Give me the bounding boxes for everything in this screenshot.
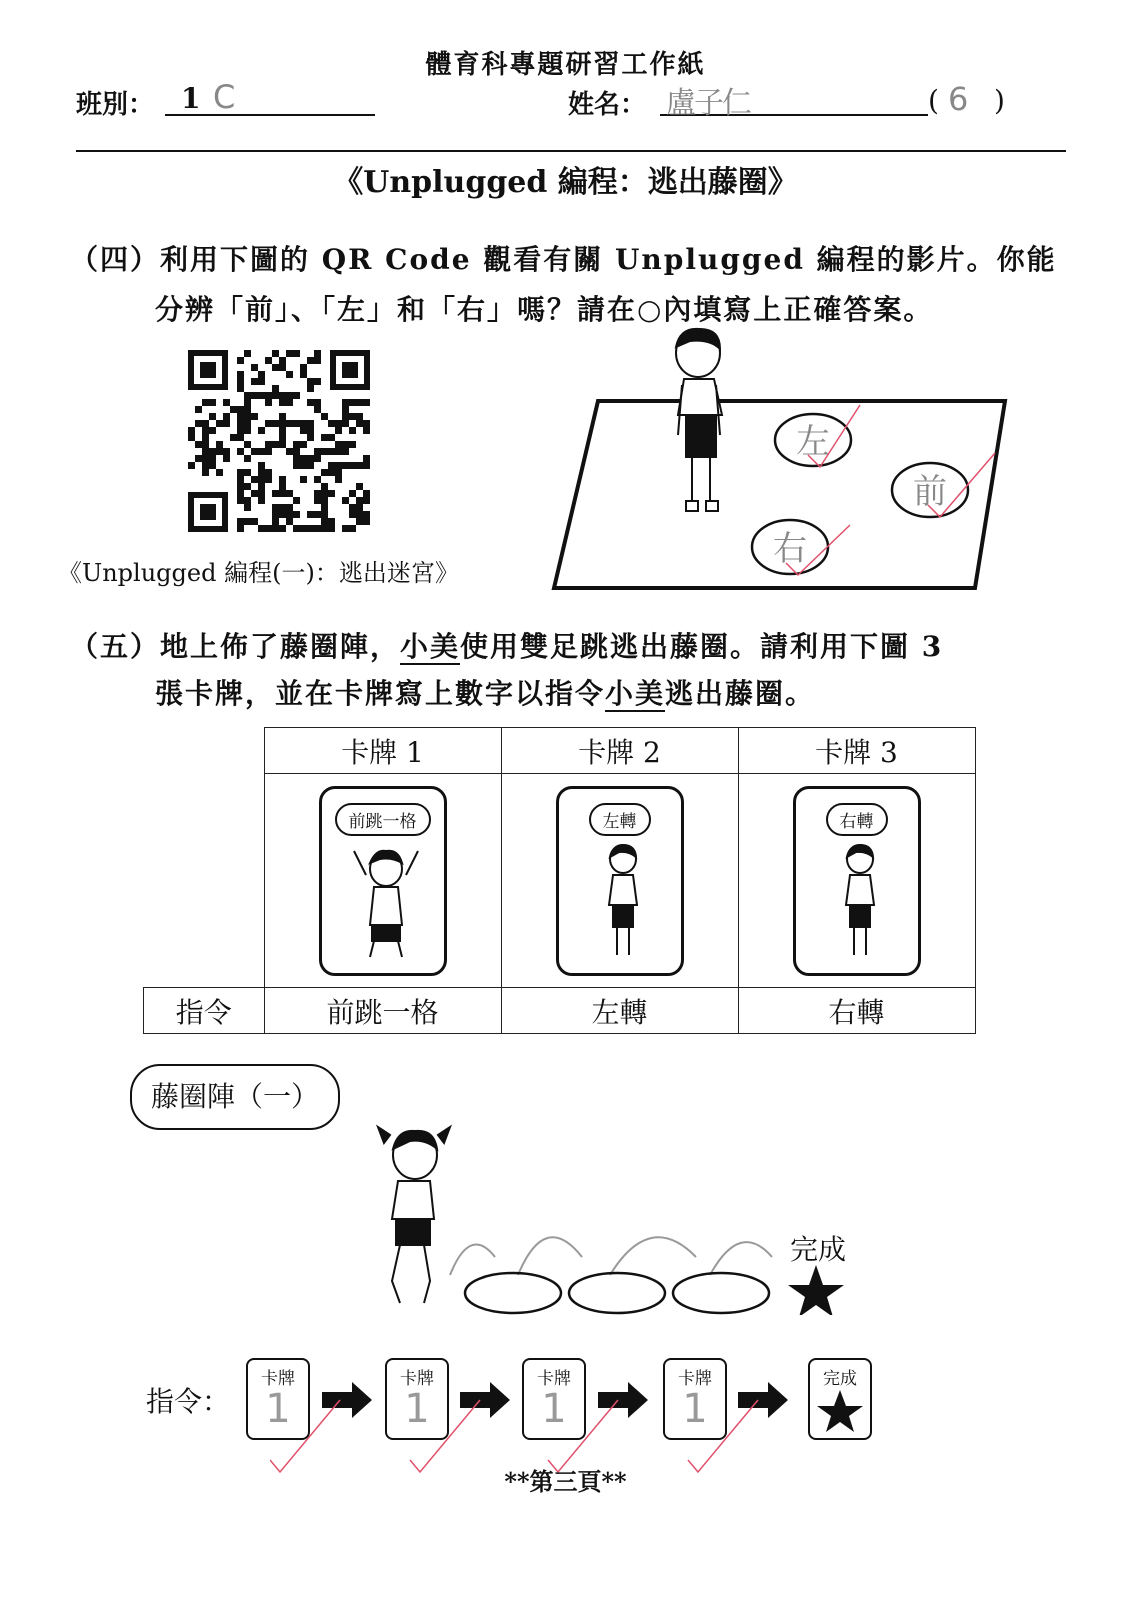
name-handwritten: 盧子仁 bbox=[666, 86, 750, 121]
finish-card-star-icon bbox=[816, 1388, 864, 1434]
sequence-card-4-title: 卡牌 bbox=[678, 1369, 712, 1389]
page-footer: **第三頁** bbox=[504, 1467, 627, 1496]
boy-figure bbox=[676, 329, 722, 511]
card-3-cell bbox=[738, 774, 975, 988]
jump-arrows bbox=[450, 1237, 772, 1275]
section-subtitle: 《Unplugged 編程：逃出藤圈》 bbox=[333, 165, 798, 200]
sequence-card-2-value: 1 bbox=[404, 1386, 430, 1432]
answer-front: 前 bbox=[913, 472, 947, 512]
q5-line1-a: （五）地上佈了藤圈陣， bbox=[70, 630, 401, 663]
name-field[interactable] bbox=[660, 80, 928, 121]
ring-1 bbox=[465, 1273, 561, 1313]
command-3: 右轉 bbox=[738, 988, 975, 1034]
boy-turn-left-icon bbox=[593, 843, 653, 973]
card-3 bbox=[793, 786, 921, 976]
answer-right-circle[interactable] bbox=[752, 520, 828, 574]
class-field[interactable] bbox=[165, 80, 375, 116]
direction-diagram bbox=[550, 325, 1010, 595]
boy-turn-right-icon bbox=[830, 843, 890, 973]
answer-left: 左 bbox=[796, 422, 830, 462]
sequence-card-3-title: 卡牌 bbox=[537, 1369, 571, 1389]
sequence-card-1-title: 卡牌 bbox=[261, 1369, 295, 1389]
girl-jumping-icon bbox=[346, 845, 426, 965]
header-rule bbox=[76, 150, 1066, 152]
answer-left-circle[interactable] bbox=[775, 414, 851, 466]
q5-name-2: 小美 bbox=[605, 677, 666, 710]
sequence-finish-card bbox=[808, 1358, 872, 1440]
card-header-3: 卡牌 3 bbox=[738, 728, 975, 774]
answer-right: 右 bbox=[773, 529, 807, 569]
qr-code[interactable] bbox=[188, 350, 370, 532]
card-1 bbox=[319, 786, 447, 976]
card-1-bubble: 前跳一格 bbox=[335, 803, 431, 836]
sequence-card-1-value: 1 bbox=[265, 1386, 291, 1432]
worksheet-title: 體育科專題研習工作紙 bbox=[425, 50, 706, 80]
q5-line2-a: 張卡牌，並在卡牌寫上數字以指令 bbox=[155, 677, 606, 710]
card-2 bbox=[556, 786, 684, 976]
class-handwritten: C bbox=[213, 78, 236, 116]
card-2-bubble: 左轉 bbox=[589, 803, 651, 836]
sequence-card-4-value: 1 bbox=[682, 1386, 708, 1432]
array-finish-label: 完成 bbox=[790, 1233, 847, 1266]
sequence-finish-label: 完成 bbox=[823, 1369, 857, 1389]
card-header-1: 卡牌 1 bbox=[264, 728, 501, 774]
command-row-label: 指令 bbox=[144, 988, 265, 1034]
class-value: 1 bbox=[181, 82, 201, 115]
card-3-bubble: 右轉 bbox=[826, 803, 888, 836]
card-2-cell bbox=[501, 774, 738, 988]
card-1-cell bbox=[264, 774, 501, 988]
array-label: 藤圈陣（一） bbox=[130, 1064, 340, 1130]
q5-line2 bbox=[155, 672, 815, 712]
ring-array-diagram bbox=[370, 1115, 890, 1315]
number-open: ( bbox=[928, 84, 939, 117]
ring-2 bbox=[569, 1273, 665, 1313]
q5-name-1: 小美 bbox=[400, 630, 461, 663]
girl-figure bbox=[378, 1127, 450, 1303]
sequence-card-2-title: 卡牌 bbox=[400, 1369, 434, 1389]
qr-caption: 《Unplugged 編程(一)：逃出迷宮》 bbox=[58, 559, 459, 587]
command-1: 前跳一格 bbox=[264, 988, 501, 1034]
q4-line2: 分辨「前」、「左」和「右」嗎？請在○內填寫上正確答案。 bbox=[155, 293, 934, 326]
answer-front-circle[interactable] bbox=[892, 463, 968, 517]
sequence-label: 指令： bbox=[146, 1385, 231, 1418]
cards-table bbox=[143, 727, 976, 1034]
number-close: ) bbox=[994, 84, 1005, 117]
finish-star-icon bbox=[788, 1265, 844, 1315]
sequence-card-3-value: 1 bbox=[541, 1386, 567, 1432]
q4-line1: （四）利用下圖的 QR Code 觀看有關 Unplugged 編程的影片。你能 bbox=[70, 243, 1057, 276]
name-label: 姓名： bbox=[568, 90, 647, 120]
card-header-2: 卡牌 2 bbox=[501, 728, 738, 774]
q5-line1 bbox=[70, 625, 943, 665]
q5-line2-c: 逃出藤圈。 bbox=[665, 677, 816, 710]
ring-3 bbox=[673, 1273, 769, 1313]
class-label: 班別： bbox=[76, 90, 155, 120]
number-handwritten[interactable]: 6 bbox=[948, 80, 969, 118]
command-2: 左轉 bbox=[501, 988, 738, 1034]
q5-line1-c: 使用雙足跳逃出藤圈。請利用下圖 3 bbox=[460, 630, 944, 663]
